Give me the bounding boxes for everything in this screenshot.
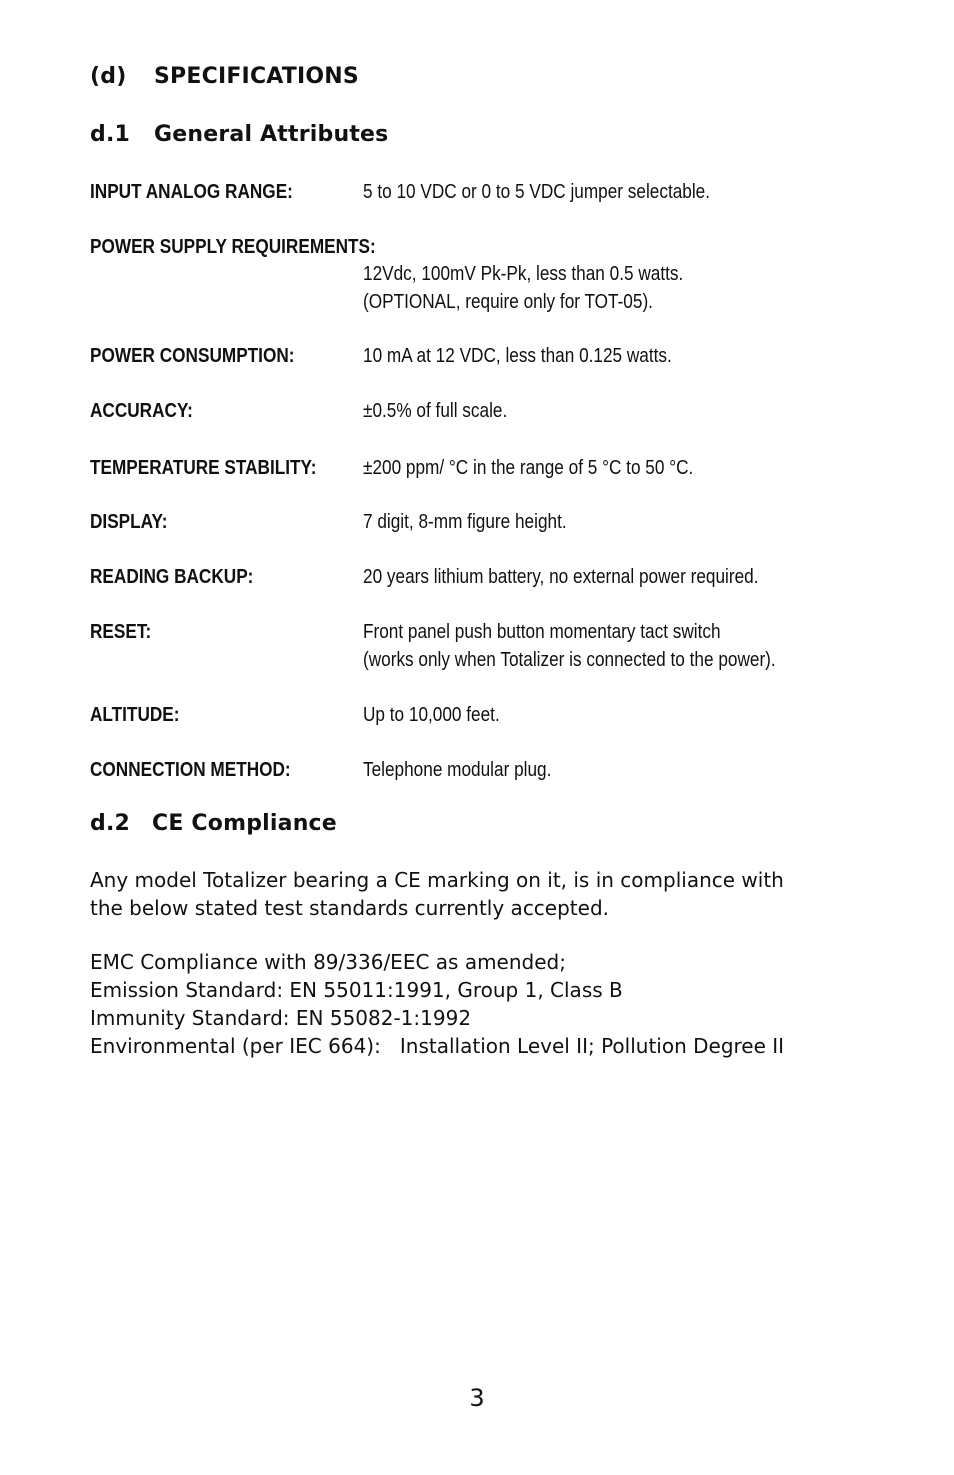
standard-line: EMC Compliance with 89/336/EEC as amended; — [90, 950, 566, 974]
subsection-heading-ce — [90, 811, 337, 836]
spec-value-line: (OPTIONAL, require only for TOT-05). — [363, 291, 653, 313]
subsection-title: CE Compliance — [152, 811, 337, 836]
spec-label: POWER CONSUMPTION: — [90, 345, 295, 367]
spec-value — [363, 397, 507, 425]
spec-value-line: Telephone modular plug. — [363, 759, 552, 781]
spec-label: INPUT ANALOG RANGE: — [90, 181, 293, 203]
spec-value-line: 12Vdc, 100mV Pk-Pk, less than 0.5 watts. — [363, 263, 684, 285]
spec-label: ACCURACY: — [90, 400, 193, 422]
standard-line: Immunity Standard: EN 55082-1:1992 — [90, 1006, 472, 1030]
ce-intro-paragraph — [90, 866, 784, 922]
spec-value-line: 7 digit, 8-mm figure height. — [363, 511, 567, 533]
subsection-number: d.2 — [90, 811, 131, 836]
spec-label: ALTITUDE: — [90, 704, 180, 726]
spec-label: TEMPERATURE STABILITY: — [90, 457, 317, 479]
subsection-title: General Attributes — [154, 122, 389, 147]
spec-label: RESET: — [90, 621, 152, 643]
section-title: SPECIFICATIONS — [154, 64, 359, 89]
spec-value — [363, 260, 683, 316]
spec-value — [363, 508, 567, 536]
spec-value — [363, 701, 500, 729]
spec-value — [363, 563, 758, 591]
spec-value-line: ±200 ppm/ °C in the range of 5 °C to 50 °C. — [363, 457, 694, 479]
spec-value-line: 5 to 10 VDC or 0 to 5 VDC jumper selectable. — [363, 181, 711, 203]
spec-label: DISPLAY: — [90, 511, 168, 533]
section-heading — [90, 64, 359, 89]
spec-value-line: ±0.5% of full scale. — [363, 400, 508, 422]
page-number: 3 — [469, 1384, 485, 1412]
standard-line: Emission Standard: EN 55011:1991, Group 1, Class B — [90, 978, 623, 1002]
spec-value — [363, 454, 693, 482]
spec-value-line: Front panel push button momentary tact switch — [363, 621, 721, 643]
spec-value — [363, 342, 672, 370]
standard-line: Environmental (per IEC 664): Installation Level II; Pollution Degree II — [90, 1034, 785, 1058]
spec-value — [363, 178, 710, 206]
spec-label: POWER SUPPLY REQUIREMENTS: — [90, 236, 376, 258]
ce-standards-list — [90, 948, 784, 1060]
paragraph-line: the below stated test standards currently accepted. — [90, 896, 610, 920]
subsection-heading-general — [90, 122, 388, 147]
paragraph-line: Any model Totalizer bearing a CE marking on it, is in compliance with — [90, 868, 784, 892]
spec-value-line: Up to 10,000 feet. — [363, 704, 500, 726]
spec-value-line: (works only when Totalizer is connected to the power). — [363, 649, 776, 671]
spec-value-line: 20 years lithium battery, no external power required. — [363, 566, 759, 588]
spec-value — [363, 618, 776, 674]
spec-label: READING BACKUP: — [90, 566, 254, 588]
spec-value — [363, 756, 551, 784]
subsection-number: d.1 — [90, 122, 131, 147]
spec-label: CONNECTION METHOD: — [90, 759, 291, 781]
spec-value-line: 10 mA at 12 VDC, less than 0.125 watts. — [363, 345, 672, 367]
section-number: (d) — [90, 64, 127, 89]
